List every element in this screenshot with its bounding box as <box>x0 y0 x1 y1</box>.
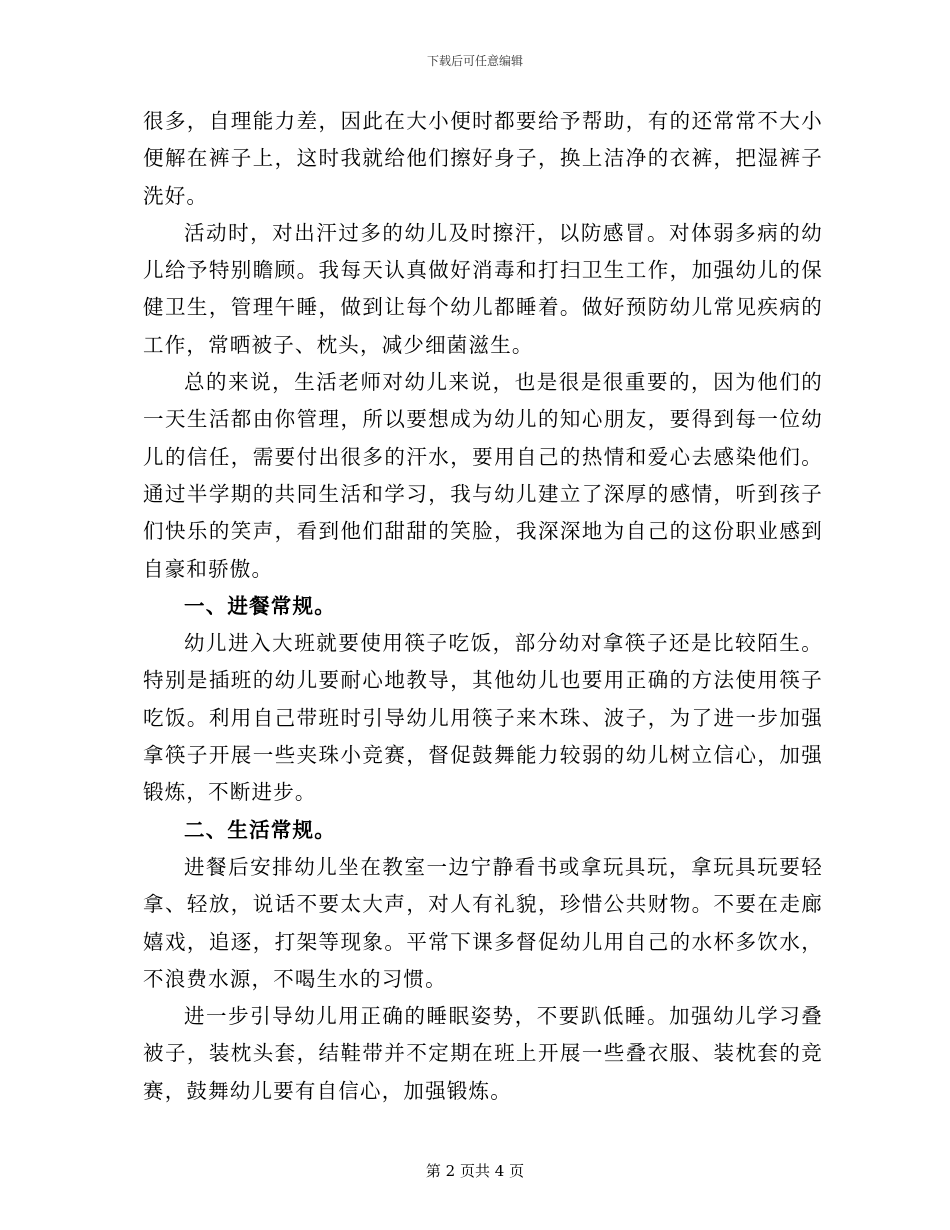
section-heading-meal: 一、进餐常规。 <box>184 593 336 618</box>
page-header: 下载后可任意编辑 <box>426 54 523 68</box>
page-footer: 第 2 页共 4 页 <box>425 1162 525 1180</box>
section-heading-life: 二、生活常规。 <box>184 817 336 842</box>
paragraph-life-routine: 进餐后安排幼儿坐在教室一边宁静看书或拿玩具玩，拿玩具玩要轻拿、轻放，说话不要太大声，对人有礼貌，珍惜公共财物。不要在走廊嬉戏，追逐，打架等现象。平常下课多督促幼儿用自己的水杯多饮水，不浪费水源，不喝生水的习惯。 <box>143 854 823 991</box>
paragraph-meal-routine: 幼儿进入大班就要使用筷子吃饭，部分幼对拿筷子还是比较陌生。特别是插班的幼儿要耐心地教导，其他幼儿也要用正确的方法使用筷子吃饭。利用自己带班时引导幼儿用筷子来木珠、波子，为了进一步加强拿筷子开展一些夹珠小竞赛，督促鼓舞能力较弱的幼儿树立信心，加强锻炼，不断进步。 <box>143 631 823 805</box>
paragraph-continued: 很多，自理能力差，因此在大小便时都要给予帮助，有的还常常不大小便解在裤子上，这时我就给他们擦好身子，换上洁净的衣裤，把湿裤子洗好。 <box>143 109 823 208</box>
paragraph-summary: 总的来说，生活老师对幼儿来说，也是很是很重要的，因为他们的一天生活都由你管理，所以要想成为幼儿的知心朋友，要得到每一位幼儿的信任，需要付出很多的汗水，要用自己的热情和爱心去感染他们。通过半学期的共同生活和学习，我与幼儿建立了深厚的感情，听到孩子们快乐的笑声，看到他们甜甜的笑脸，我深深地为自己的这份职业感到自豪和骄傲。 <box>143 370 823 581</box>
paragraph-activity: 活动时，对出汗过多的幼儿及时擦汗，以防感冒。对体弱多病的幼儿给予特别瞻顾。我每天认真做好消毒和打扫卫生工作，加强幼儿的保健卫生，管理午睡，做到让每个幼儿都睡着。做好预防幼儿常见疾病的工作，常晒被子、枕头，减少细菌滋生。 <box>143 220 823 357</box>
paragraph-sleep: 进一步引导幼儿用正确的睡眠姿势，不要趴低睡。加强幼儿学习叠被子，装枕头套，结鞋带并不定期在班上开展一些叠衣服、装枕套的竞赛，鼓舞幼儿要有自信心，加强锻炼。 <box>143 1004 823 1103</box>
document-body <box>143 103 823 1110</box>
